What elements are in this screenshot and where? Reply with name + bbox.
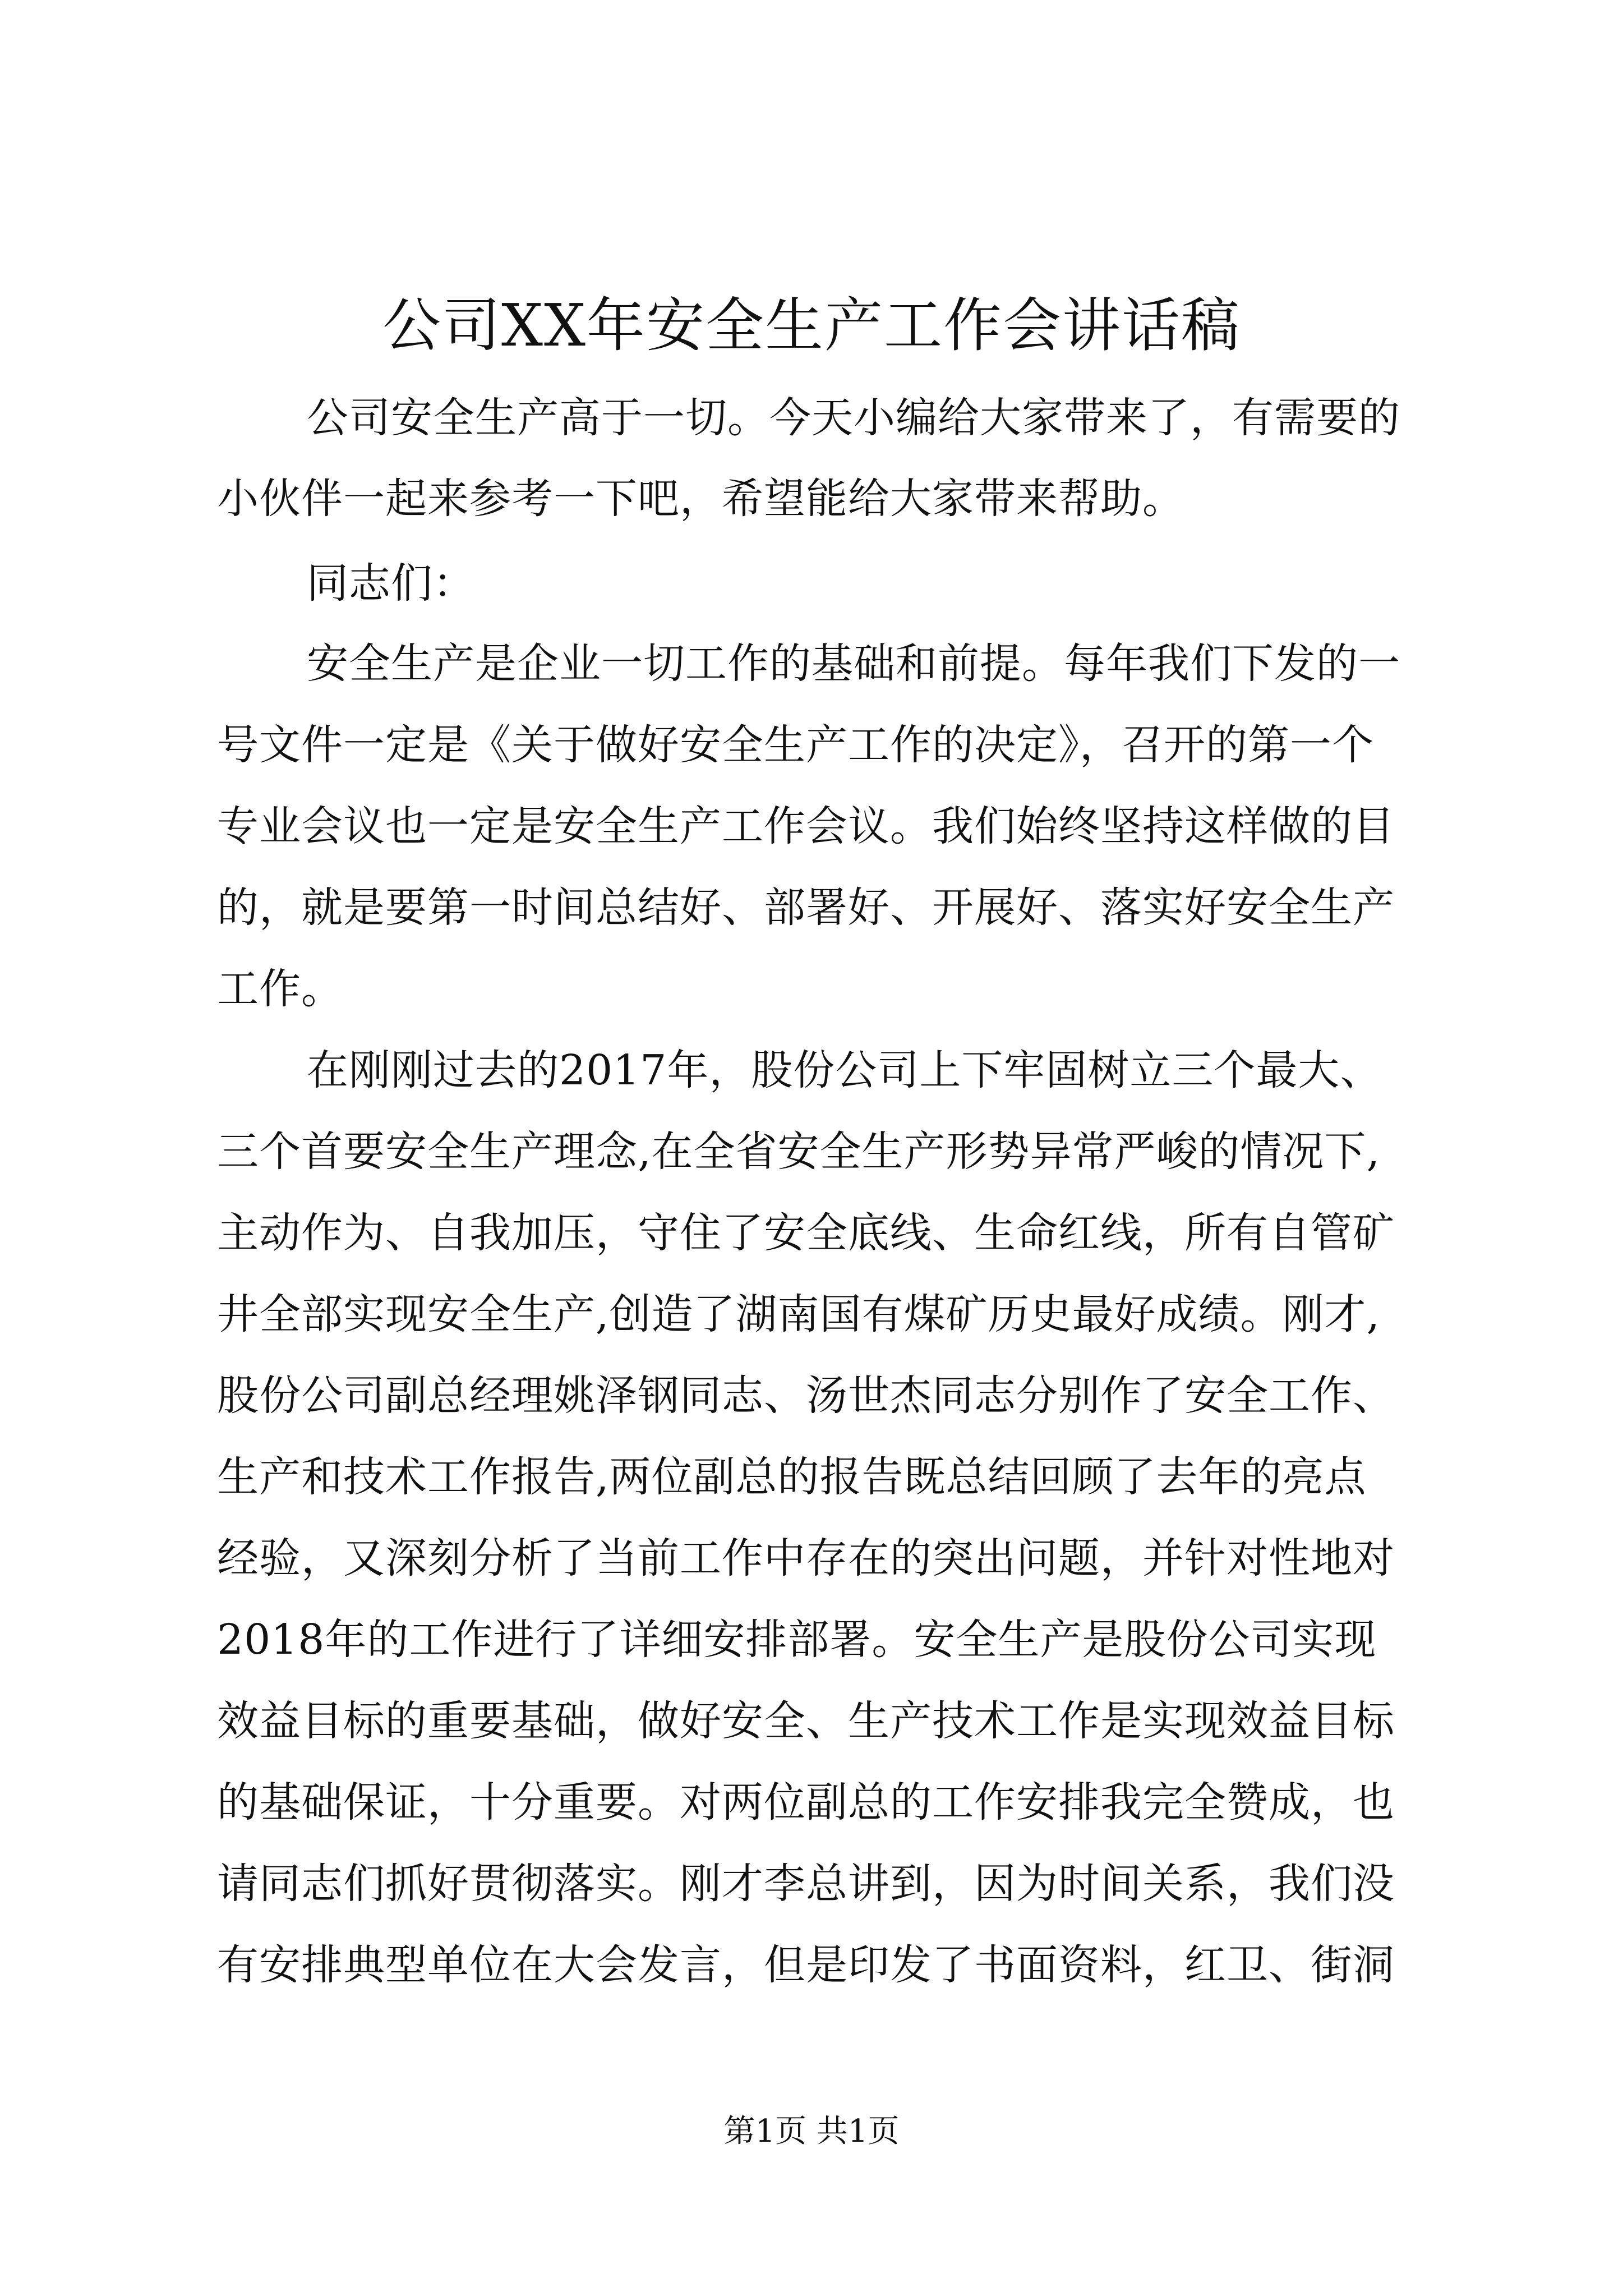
paragraph-line: 小伙伴一起来参考一下吧，希望能给大家带来帮助。 xyxy=(217,475,1184,523)
paragraph-line: 主动作为、自我加压，守住了安全底线、生命红线，所有自管矿 xyxy=(217,1209,1395,1257)
paragraph-line: 专业会议也一定是安全生产工作会议。我们始终坚持这样做的目 xyxy=(217,802,1395,850)
paragraph-line: 有安排典型单位在大会发言，但是印发了书面资料，红卫、街洞 xyxy=(217,1941,1395,1989)
paragraph-line: 生产和技术工作报告,两位副总的报告既总结回顾了去年的亮点 xyxy=(217,1453,1367,1501)
paragraph-line: 的，就是要第一时间总结好、部署好、开展好、落实好安全生产 xyxy=(217,884,1395,932)
page-footer: 第1页 共1页 xyxy=(723,2113,900,2150)
salutation: 同志们： xyxy=(307,559,475,608)
paragraph-line: 经验，又深刻分析了当前工作中存在的突出问题，并针对性地对 xyxy=(217,1534,1395,1582)
paragraph-line: 安全生产是企业一切工作的基础和前提。每年我们下发的一 xyxy=(307,639,1400,688)
paragraph-line: 工作。 xyxy=(217,965,343,1013)
paragraph-line: 井全部实现安全生产,创造了湖南国有煤矿历史最好成绩。刚才, xyxy=(217,1290,1381,1338)
paragraph-line: 的基础保证，十分重要。对两位副总的工作安排我完全赞成，也 xyxy=(217,1778,1395,1826)
document-title: 公司XX年安全生产工作会讲话稿 xyxy=(382,291,1241,360)
paragraph-line: 在刚刚过去的2017年，股份公司上下牢固树立三个最大、 xyxy=(307,1046,1382,1094)
paragraph-line: 请同志们抓好贯彻落实。刚才李总讲到，因为时间关系，我们没 xyxy=(217,1860,1395,1908)
paragraph-line: 效益目标的重要基础，做好安全、生产技术工作是实现效益目标 xyxy=(217,1697,1395,1745)
paragraph-line: 三个首要安全生产理念,在全省安全生产形势异常严峻的情况下, xyxy=(217,1128,1381,1176)
paragraph-line: 公司安全生产高于一切。今天小编给大家带来了，有需要的 xyxy=(307,394,1400,442)
paragraph-line: 2018年的工作进行了详细安排部署。安全生产是股份公司实现 xyxy=(217,1616,1377,1664)
paragraph-line: 股份公司副总经理姚泽钢同志、汤世杰同志分别作了安全工作、 xyxy=(217,1372,1395,1420)
paragraph-line: 号文件一定是《关于做好安全生产工作的决定》，召开的第一个 xyxy=(217,721,1374,769)
